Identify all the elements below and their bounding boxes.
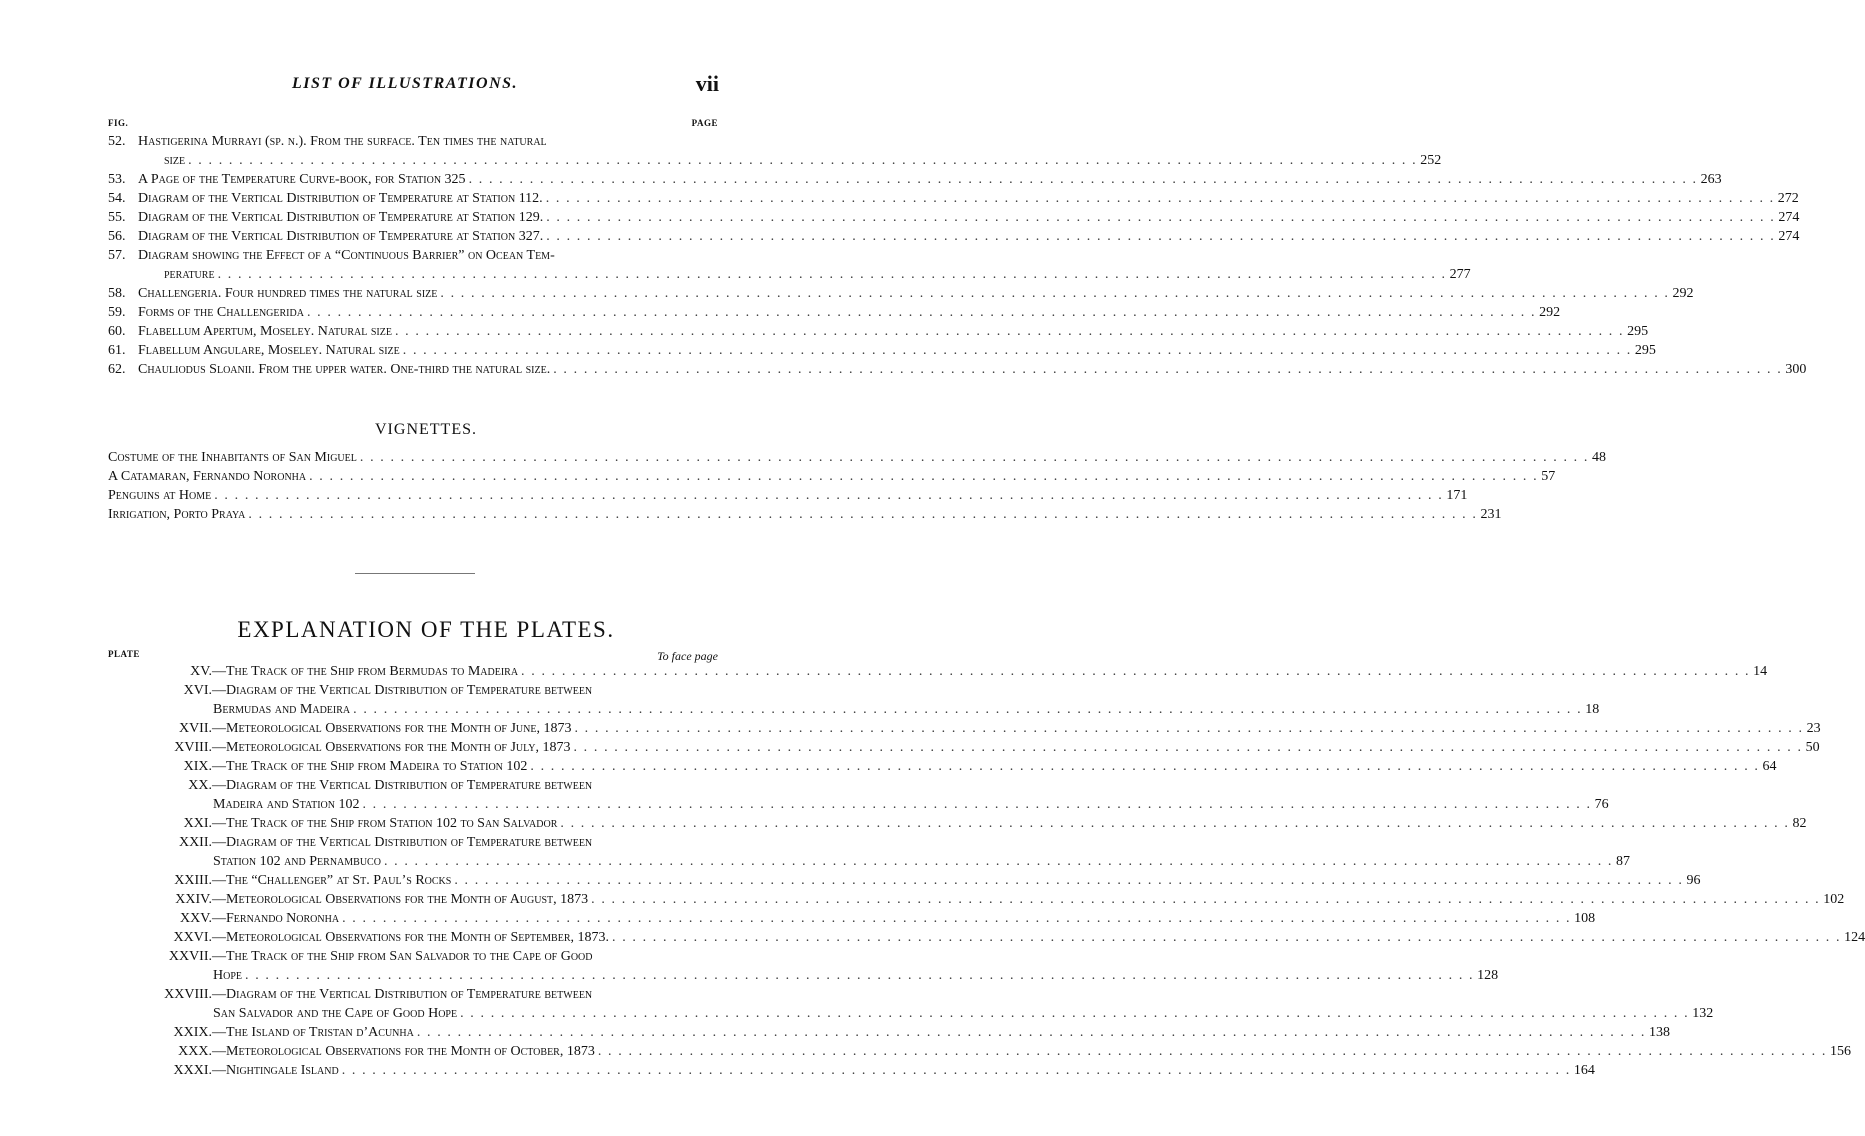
figure-page: 274 <box>1778 210 1800 225</box>
plate-entry <box>108 719 1821 738</box>
dot-leader <box>400 341 1635 360</box>
page-column-label: PAGE <box>691 118 718 128</box>
plate-number: XXV.— <box>179 911 226 926</box>
plate-number: XXII.— <box>178 835 226 850</box>
plate-entry <box>108 757 1777 776</box>
dot-leader <box>595 1042 1830 1061</box>
plate-page: 128 <box>1477 968 1499 983</box>
figure-number: 56. <box>108 229 126 244</box>
figure-title: Diagram of the Vertical Distribution of Temperature at Station 129. <box>138 210 544 225</box>
plate-entry <box>108 776 1609 814</box>
dot-leader <box>304 303 1539 322</box>
plate-page: 164 <box>1573 1063 1595 1078</box>
plate-entry <box>108 890 1845 909</box>
figure-entry <box>108 284 1694 303</box>
dot-leader <box>359 795 1594 814</box>
figure-page: 295 <box>1627 324 1649 339</box>
plate-page: 76 <box>1594 797 1609 812</box>
figure-number: 55. <box>108 210 126 225</box>
plate-number: XXXI.— <box>173 1063 226 1078</box>
dot-leader <box>466 170 1701 189</box>
vignette-entry <box>108 467 1556 486</box>
figure-entry <box>108 132 1442 170</box>
dot-leader <box>414 1023 1649 1042</box>
figure-entry <box>108 341 1656 360</box>
plates-heading: EXPLANATION OF THE PLATES. <box>237 617 615 642</box>
figure-page: 263 <box>1700 172 1722 187</box>
figure-page: 252 <box>1420 153 1442 168</box>
dot-leader <box>543 227 1778 246</box>
figure-number: 59. <box>108 305 126 320</box>
plate-number: XVIII.— <box>174 740 226 755</box>
figure-entry <box>108 322 1649 341</box>
running-head <box>0 71 852 99</box>
figure-title: Flabellum Apertum, Moseley. Natural size <box>138 324 392 339</box>
dot-leader <box>451 871 1686 890</box>
figure-title: Hastigerina Murrayi (sp. n.). From the surface. Ten times the natural <box>138 134 547 149</box>
section-divider <box>355 573 475 574</box>
dot-leader <box>543 208 1778 227</box>
running-title: LIST OF ILLUSTRATIONS. <box>291 75 519 92</box>
vignette-page: 57 <box>1541 469 1556 484</box>
plate-list <box>108 662 1865 1080</box>
plate-title: The “Challenger” at St. Paul’s Rocks <box>226 873 452 888</box>
plate-page: 50 <box>1805 740 1820 755</box>
figure-number: 62. <box>108 362 126 377</box>
plate-title-cont: Hope <box>213 968 243 983</box>
vignette-page: 171 <box>1446 488 1468 503</box>
plate-entry <box>108 662 1768 681</box>
figure-list <box>108 132 1807 379</box>
vignette-title: A Catamaran, Fernando Noronha <box>108 469 307 484</box>
dot-leader <box>518 662 1753 681</box>
plate-page: 132 <box>1692 1006 1714 1021</box>
plate-number: XX.— <box>188 778 226 793</box>
dot-leader <box>550 360 1785 379</box>
figure-page: 295 <box>1634 343 1656 358</box>
dot-leader <box>527 757 1762 776</box>
plate-title: Meteorological Observations for the Month of July, 1873 <box>226 740 571 755</box>
plate-page: 82 <box>1792 816 1807 831</box>
plate-page: 124 <box>1844 930 1865 945</box>
dot-leader <box>381 852 1616 871</box>
figure-entry <box>108 246 1471 284</box>
dot-leader <box>211 486 1446 505</box>
plate-page: 14 <box>1753 664 1768 679</box>
figure-title: Diagram of the Vertical Distribution of Temperature at Station 112. <box>138 191 543 206</box>
dot-leader <box>185 151 1420 170</box>
vignette-page: 48 <box>1591 450 1606 465</box>
plate-title: The Track of the Ship from Madeira to Station 102 <box>226 759 528 774</box>
plate-page: 102 <box>1823 892 1845 907</box>
dot-leader <box>570 738 1805 757</box>
dot-leader <box>588 890 1823 909</box>
plate-page: 96 <box>1686 873 1701 888</box>
plate-title: Diagram of the Vertical Distribution of Temperature between <box>226 987 593 1002</box>
plate-title: The Track of the Ship from San Salvador to the Cape of Good <box>226 949 593 964</box>
figure-number: 53. <box>108 172 126 187</box>
plate-number: XVII.— <box>178 721 226 736</box>
plate-number: XXIII.— <box>174 873 226 888</box>
plate-title: Nightingale Island <box>226 1063 339 1078</box>
figure-title: Forms of the Challengerida <box>138 305 304 320</box>
dot-leader <box>437 284 1672 303</box>
plate-title: Fernando Noronha <box>226 911 340 926</box>
plate-title: Diagram of the Vertical Distribution of Temperature between <box>226 835 593 850</box>
figure-title: Chauliodus Sloanii. From the upper water. One-third the natural size. <box>138 362 551 377</box>
figure-page: 277 <box>1449 267 1471 282</box>
plates-column-labels <box>108 649 718 663</box>
vignettes-heading: VIGNETTES. <box>375 421 477 438</box>
plate-number: XXVIII.— <box>164 987 226 1002</box>
dot-leader <box>215 265 1450 284</box>
plate-number: XXX.— <box>178 1044 226 1059</box>
figure-title-cont: size <box>164 153 186 168</box>
figure-entry <box>108 303 1561 322</box>
figure-title-cont: perature <box>164 267 215 282</box>
figure-number: 54. <box>108 191 126 206</box>
dot-leader <box>339 1061 1574 1080</box>
plate-title: Meteorological Observations for the Month of October, 1873 <box>226 1044 595 1059</box>
figure-number: 57. <box>108 248 126 263</box>
plate-page: 23 <box>1806 721 1821 736</box>
plate-page: 64 <box>1762 759 1777 774</box>
plate-entry <box>108 871 1701 890</box>
plate-title: Meteorological Observations for the Month of June, 1873 <box>226 721 572 736</box>
plate-title: The Island of Tristan d’Acunha <box>226 1025 414 1040</box>
vignette-entry <box>108 448 1606 467</box>
vignette-title: Penguins at Home <box>108 488 212 503</box>
figure-number: 61. <box>108 343 126 358</box>
dot-leader <box>350 700 1585 719</box>
page-number: vii <box>695 71 719 96</box>
figure-page: 292 <box>1539 305 1561 320</box>
figure-number: 58. <box>108 286 126 301</box>
plate-number: XIX.— <box>183 759 226 774</box>
plate-title-cont: Madeira and Station 102 <box>213 797 360 812</box>
plate-entry <box>108 947 1499 985</box>
plate-number: XV.— <box>190 664 226 679</box>
dot-leader <box>557 814 1792 833</box>
figure-title: Diagram of the Vertical Distribution of Temperature at Station 327. <box>138 229 544 244</box>
plate-entry <box>108 1042 1851 1061</box>
plate-page: 156 <box>1829 1044 1851 1059</box>
figure-number: 52. <box>108 134 126 149</box>
dot-leader <box>609 928 1844 947</box>
fig-column-label: FIG. <box>108 118 129 128</box>
vignette-page: 231 <box>1480 507 1502 522</box>
plate-entry <box>108 909 1596 928</box>
vignette-entry <box>108 505 1502 524</box>
figure-entry <box>108 208 1800 227</box>
plate-page: 138 <box>1648 1025 1670 1040</box>
dot-leader <box>457 1004 1692 1023</box>
plate-entry <box>108 928 1865 947</box>
figure-page: 300 <box>1785 362 1807 377</box>
figure-page: 292 <box>1672 286 1694 301</box>
figure-page: 274 <box>1778 229 1800 244</box>
dot-leader <box>392 322 1627 341</box>
plate-title: The Track of the Ship from Bermudas to Madeira <box>226 664 519 679</box>
plate-title: Meteorological Observations for the Month of August, 1873 <box>226 892 589 907</box>
plate-title: Diagram of the Vertical Distribution of Temperature between <box>226 683 593 698</box>
figure-entry <box>108 170 1722 189</box>
dot-leader <box>357 448 1592 467</box>
figure-title: A Page of the Temperature Curve-book, for Station 325 <box>138 172 466 187</box>
plate-entry <box>108 1061 1595 1080</box>
plate-title-cont: Station 102 and Pernambuco <box>213 854 381 869</box>
dot-leader <box>339 909 1574 928</box>
figure-entry <box>108 227 1800 246</box>
plate-entry <box>108 833 1631 871</box>
dot-leader <box>242 966 1477 985</box>
vignette-title: Costume of the Inhabitants of San Miguel <box>108 450 357 465</box>
dot-leader <box>306 467 1541 486</box>
plate-title: The Track of the Ship from Station 102 to San Salvador <box>226 816 558 831</box>
figures-column-labels <box>108 118 718 132</box>
plate-number: XXVI.— <box>173 930 226 945</box>
plate-title: Meteorological Observations for the Month of September, 1873. <box>226 930 609 945</box>
plate-entry <box>108 681 1600 719</box>
figure-entry <box>108 360 1807 379</box>
plate-page: 108 <box>1574 911 1596 926</box>
vignette-list <box>108 448 1606 524</box>
plate-entry <box>108 1023 1670 1042</box>
plate-title-cont: Bermudas and Madeira <box>213 702 351 717</box>
plate-page: 87 <box>1616 854 1631 869</box>
figure-title: Challengeria. Four hundred times the natural size <box>138 286 438 301</box>
plate-page: 18 <box>1585 702 1600 717</box>
dot-leader <box>543 189 1778 208</box>
plate-number: XVI.— <box>183 683 226 698</box>
face-page-column-label: To face page <box>657 649 718 663</box>
plate-entry <box>108 738 1820 757</box>
plate-number: XXI.— <box>183 816 226 831</box>
dot-leader <box>245 505 1480 524</box>
figure-entry <box>108 189 1799 208</box>
figure-number: 60. <box>108 324 126 339</box>
figure-title: Diagram showing the Effect of a “Continuous Barrier” on Ocean Tem- <box>138 248 555 263</box>
plate-title: Diagram of the Vertical Distribution of Temperature between <box>226 778 593 793</box>
vignette-entry <box>108 486 1468 505</box>
vignette-title: Irrigation, Porto Praya <box>108 507 246 522</box>
plate-entry <box>108 814 1807 833</box>
plate-number: XXIX.— <box>173 1025 226 1040</box>
figure-title: Flabellum Angulare, Moseley. Natural size <box>138 343 400 358</box>
plate-title-cont: San Salvador and the Cape of Good Hope <box>213 1006 458 1021</box>
plate-column-label: PLATE <box>108 649 140 659</box>
plate-entry <box>108 985 1714 1023</box>
plate-number: XXIV.— <box>175 892 226 907</box>
figure-page: 272 <box>1777 191 1799 206</box>
dot-leader <box>571 719 1806 738</box>
plate-number: XXVII.— <box>168 949 226 964</box>
